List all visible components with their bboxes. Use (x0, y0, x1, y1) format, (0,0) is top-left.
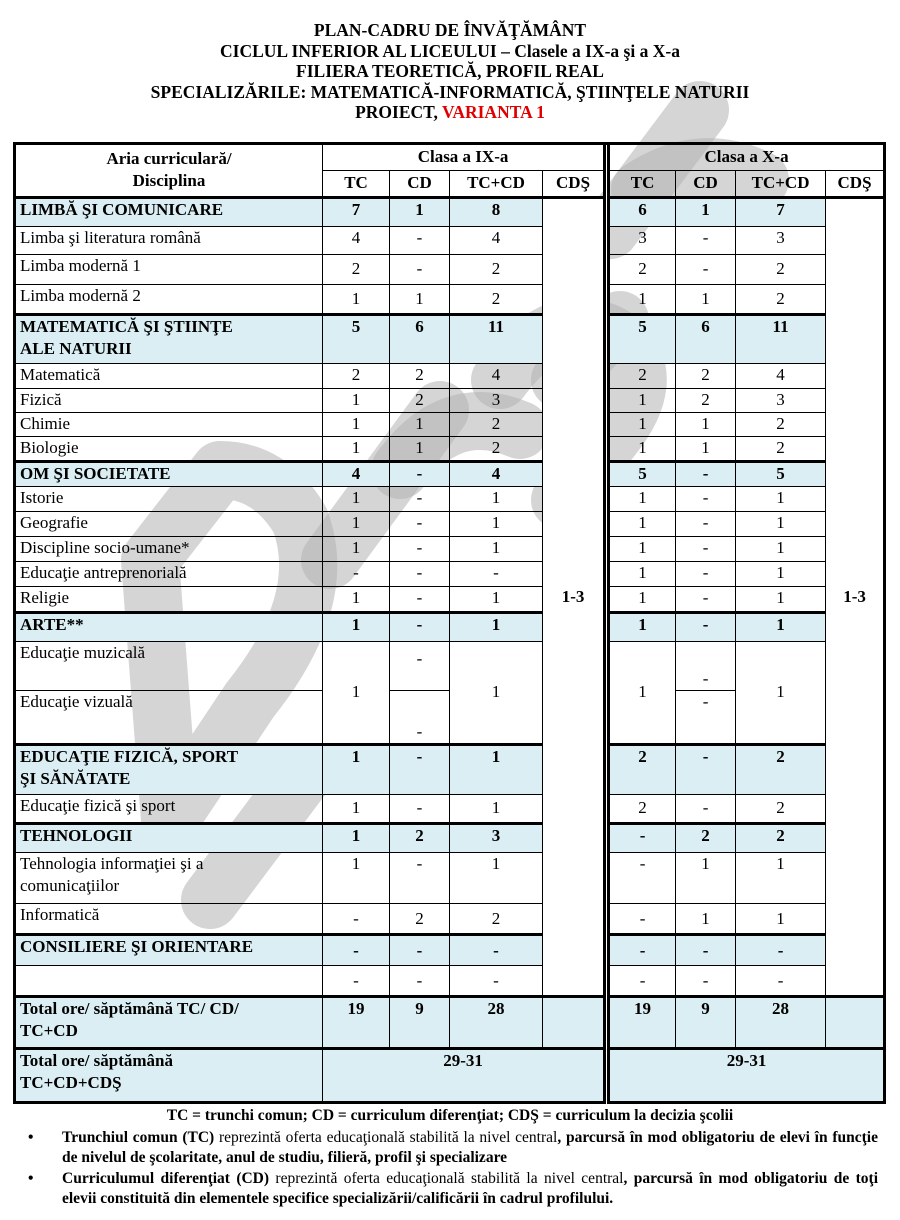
cell: 1 (676, 197, 736, 226)
cell: 1 (323, 512, 390, 537)
cell: 2 (676, 389, 736, 413)
note-item: • Trunchiul comun (TC) reprezintă oferta educaţională stabilită la nivel central, parcursă în mod obligatoriu de elevi în funcţie de nivelul de şcolaritate, anul de studiu, filieră, profil şi specializare (28, 1129, 878, 1166)
cell: 1 (609, 641, 676, 744)
cell: 1 (609, 561, 676, 586)
cell: 7 (323, 197, 390, 226)
cell: 4 (323, 226, 390, 254)
cell: - (676, 226, 736, 254)
cell: - (676, 935, 736, 966)
col-cd: CD (676, 170, 736, 197)
row-label: Educaţie muzicală (15, 641, 323, 691)
cell: 1 (450, 487, 543, 512)
row-label: Istorie (15, 487, 323, 512)
row-label: Matematică (15, 364, 323, 389)
cell: 1 (609, 389, 676, 413)
cell: 1 (450, 641, 543, 744)
cell: 5 (609, 461, 676, 487)
header-variant: VARIANTA 1 (441, 102, 545, 122)
cell: - (736, 935, 826, 966)
row-label: Fizică (15, 389, 323, 413)
cell: 2 (736, 794, 826, 823)
cell: - (676, 487, 736, 512)
cell: - (609, 966, 676, 997)
cell: - (609, 904, 676, 935)
cell: 2 (609, 364, 676, 389)
cell: 1 (609, 284, 676, 314)
row-label: Tehnologia informaţiei şi a comunicaţiilor (15, 852, 323, 904)
cell: - (676, 561, 736, 586)
document-header (0, 20, 900, 123)
cell: 5 (736, 461, 826, 487)
cell: 2 (736, 823, 826, 852)
cell: 1 (736, 512, 826, 537)
cell: - (323, 561, 390, 586)
cell: 2 (390, 364, 450, 389)
col-cds: CDŞ (543, 170, 605, 197)
total-class9: 29-31 (323, 1049, 605, 1103)
cell: - (323, 966, 390, 997)
cell: 2 (736, 284, 826, 314)
cell: 1 (450, 852, 543, 904)
bullet-icon: • (28, 1129, 34, 1146)
cell: - (390, 226, 450, 254)
cell: 9 (390, 997, 450, 1049)
cell: - (609, 823, 676, 852)
header-title: PLAN-CADRU DE ÎNVĂŢĂMÂNT (313, 20, 587, 40)
cell: 3 (450, 389, 543, 413)
cell: 1 (736, 586, 826, 612)
cell: 1 (676, 436, 736, 461)
cell: - (390, 561, 450, 586)
cell: 1 (323, 794, 390, 823)
cell: 1 (676, 412, 736, 436)
cell: - (390, 641, 450, 691)
header-filiera: FILIERA TEORETICĂ, PROFIL REAL (296, 61, 604, 81)
cds-class9: 1-3 (543, 197, 605, 997)
cell: 1 (450, 744, 543, 794)
cell: 19 (323, 997, 390, 1049)
cell: 1 (390, 412, 450, 436)
cell: - (676, 966, 736, 997)
cell: 4 (736, 364, 826, 389)
cell: 1 (323, 537, 390, 562)
cell: 28 (450, 997, 543, 1049)
cell: 2 (323, 364, 390, 389)
col-tccd: TC+CD (736, 170, 826, 197)
row-label (15, 966, 323, 997)
row-label: Geografie (15, 512, 323, 537)
cell: 1 (609, 512, 676, 537)
cell: - (323, 935, 390, 966)
cell: 4 (450, 364, 543, 389)
cell: 28 (736, 997, 826, 1049)
cell: 19 (609, 997, 676, 1049)
cell: 9 (676, 997, 736, 1049)
cell: 2 (450, 436, 543, 461)
cell: 2 (450, 904, 543, 935)
cell: 1 (450, 512, 543, 537)
cell: - (676, 461, 736, 487)
cell: 1 (323, 389, 390, 413)
row-label: Discipline socio-umane* (15, 537, 323, 562)
legend: TC = trunchi comun; CD = curriculum diferenţiat; CDŞ = curriculum la decizia şcolii (166, 1107, 734, 1124)
cell: 2 (450, 412, 543, 436)
cell: - (390, 691, 450, 745)
cell: 1 (736, 561, 826, 586)
row-label: Informatică (15, 904, 323, 935)
cell: - (676, 512, 736, 537)
col-cds: CDŞ (826, 170, 885, 197)
cell: - (390, 487, 450, 512)
cell: 1 (450, 612, 543, 641)
cell: 1 (323, 641, 390, 744)
cell: - (390, 852, 450, 904)
cell: 2 (736, 436, 826, 461)
col-cd: CD (390, 170, 450, 197)
curriculum-table (13, 142, 886, 1104)
header-cycle: CICLUL INFERIOR AL LICEULUI – Clasele a IX-a şi a X-a (220, 40, 680, 61)
cell: - (676, 691, 736, 745)
section-tehnologii: TEHNOLOGII (15, 823, 323, 852)
cell: - (390, 966, 450, 997)
cell: 1 (609, 537, 676, 562)
section-limba: LIMBĂ ŞI COMUNICARE (15, 197, 323, 226)
cell: - (676, 641, 736, 691)
cell: 3 (450, 823, 543, 852)
cell: 2 (609, 254, 676, 284)
cell: 1 (609, 586, 676, 612)
cell: 1 (450, 586, 543, 612)
cell: 1 (450, 794, 543, 823)
cell: 4 (450, 461, 543, 487)
notes-list (22, 1128, 878, 1209)
cell: 4 (323, 461, 390, 487)
cell: 2 (609, 744, 676, 794)
cell: 1 (736, 904, 826, 935)
class9-header: Clasa a IX-a (323, 144, 605, 171)
cell: 2 (736, 254, 826, 284)
total-class10: 29-31 (609, 1049, 885, 1103)
cell: - (323, 904, 390, 935)
cell: - (450, 561, 543, 586)
cell: 1 (450, 537, 543, 562)
cell: 5 (323, 314, 390, 364)
cell: 1 (736, 852, 826, 904)
cell: 2 (323, 254, 390, 284)
cell: 1 (323, 823, 390, 852)
section-educatie-fizica: EDUCAŢIE FIZICĂ, SPORT ŞI SĂNĂTATE (15, 744, 323, 794)
cell: 1 (676, 284, 736, 314)
section-arte: ARTE** (15, 612, 323, 641)
col-tccd: TC+CD (450, 170, 543, 197)
cell: - (676, 612, 736, 641)
cell: - (390, 744, 450, 794)
cds-class10: 1-3 (826, 197, 885, 997)
cell: 1 (609, 436, 676, 461)
cell: 1 (609, 412, 676, 436)
cell: - (450, 935, 543, 966)
row-label: Limba şi literatura română (15, 226, 323, 254)
cell: - (676, 254, 736, 284)
cell: 1 (676, 852, 736, 904)
cell: 2 (450, 254, 543, 284)
cell: - (609, 852, 676, 904)
cell: - (390, 612, 450, 641)
header-project (0, 102, 900, 123)
cell: - (676, 586, 736, 612)
cell: 1 (323, 586, 390, 612)
cell: 6 (390, 314, 450, 364)
col-tc: TC (323, 170, 390, 197)
class10-header: Clasa a X-a (609, 144, 885, 171)
cell: 2 (676, 823, 736, 852)
cell: 1 (323, 487, 390, 512)
cell: - (390, 794, 450, 823)
cell: 1 (736, 537, 826, 562)
section-consiliere: CONSILIERE ŞI ORIENTARE (15, 935, 323, 966)
cell: - (390, 935, 450, 966)
cell: - (736, 966, 826, 997)
cell: 2 (609, 794, 676, 823)
row-label: Limba modernă 2 (15, 284, 323, 314)
cell: 1 (736, 641, 826, 744)
cell: - (390, 461, 450, 487)
cell: 1 (323, 436, 390, 461)
cell: 4 (450, 226, 543, 254)
cell: 3 (609, 226, 676, 254)
cell: 8 (450, 197, 543, 226)
cell: 1 (323, 744, 390, 794)
cell: 1 (323, 412, 390, 436)
cell: 3 (736, 389, 826, 413)
cell: 1 (390, 197, 450, 226)
cell: 2 (390, 389, 450, 413)
cell: 3 (736, 226, 826, 254)
cell: 6 (609, 197, 676, 226)
cell: 2 (736, 412, 826, 436)
cell: 5 (609, 314, 676, 364)
cell: - (390, 254, 450, 284)
row-label: Educaţie antreprenorială (15, 561, 323, 586)
cell: 2 (450, 284, 543, 314)
cell: 7 (736, 197, 826, 226)
section-om-societate: OM ŞI SOCIETATE (15, 461, 323, 487)
header-project-prefix: PROIECT, (355, 102, 442, 122)
cell: 11 (736, 314, 826, 364)
cell: 1 (609, 487, 676, 512)
col-tc: TC (609, 170, 676, 197)
row-label: Educaţie vizuală (15, 691, 323, 745)
row-label: Educaţie fizică şi sport (15, 794, 323, 823)
note-item: • Curriculumul diferenţiat (CD) reprezintă oferta educaţională stabilită la nivel central, parcursă în mod obligatoriu de toţi elevii constituită din elementele specifice specializării/calificării în cadrul profilului. (28, 1170, 878, 1207)
cell: 1 (390, 436, 450, 461)
cell: - (676, 744, 736, 794)
cell: 6 (676, 314, 736, 364)
cell: - (676, 537, 736, 562)
cell: - (390, 586, 450, 612)
cell: 2 (676, 364, 736, 389)
cell: 1 (676, 904, 736, 935)
footer-notes (22, 1106, 878, 1210)
cell: 2 (390, 904, 450, 935)
cell: - (390, 512, 450, 537)
section-matematica: MATEMATICĂ ŞI ŞTIINŢE ALE NATURII (15, 314, 323, 364)
cell: 1 (323, 612, 390, 641)
cell: 1 (736, 487, 826, 512)
cell: - (676, 794, 736, 823)
cell: - (450, 966, 543, 997)
bullet-icon: • (28, 1170, 34, 1187)
cell: 1 (609, 612, 676, 641)
row-label: Limba modernă 1 (15, 254, 323, 284)
cell: - (609, 935, 676, 966)
cell: 11 (450, 314, 543, 364)
total-all-label: Total ore/ săptămână TC+CD+CDŞ (15, 1049, 323, 1103)
cell: 1 (323, 284, 390, 314)
area-header: Aria curriculară/ Disciplina (15, 144, 323, 198)
cell: 1 (323, 852, 390, 904)
header-specializari: SPECIALIZĂRILE: MATEMATICĂ-INFORMATICĂ, ŞTIINŢELE NATURII (150, 81, 750, 102)
cell: - (390, 537, 450, 562)
row-label: Biologie (15, 436, 323, 461)
row-label: Religie (15, 586, 323, 612)
cell: 2 (390, 823, 450, 852)
row-label: Chimie (15, 412, 323, 436)
total-tc-cd-label: Total ore/ săptămână TC/ CD/ TC+CD (15, 997, 323, 1049)
cell: 1 (390, 284, 450, 314)
cell: 2 (736, 744, 826, 794)
cell: 1 (736, 612, 826, 641)
